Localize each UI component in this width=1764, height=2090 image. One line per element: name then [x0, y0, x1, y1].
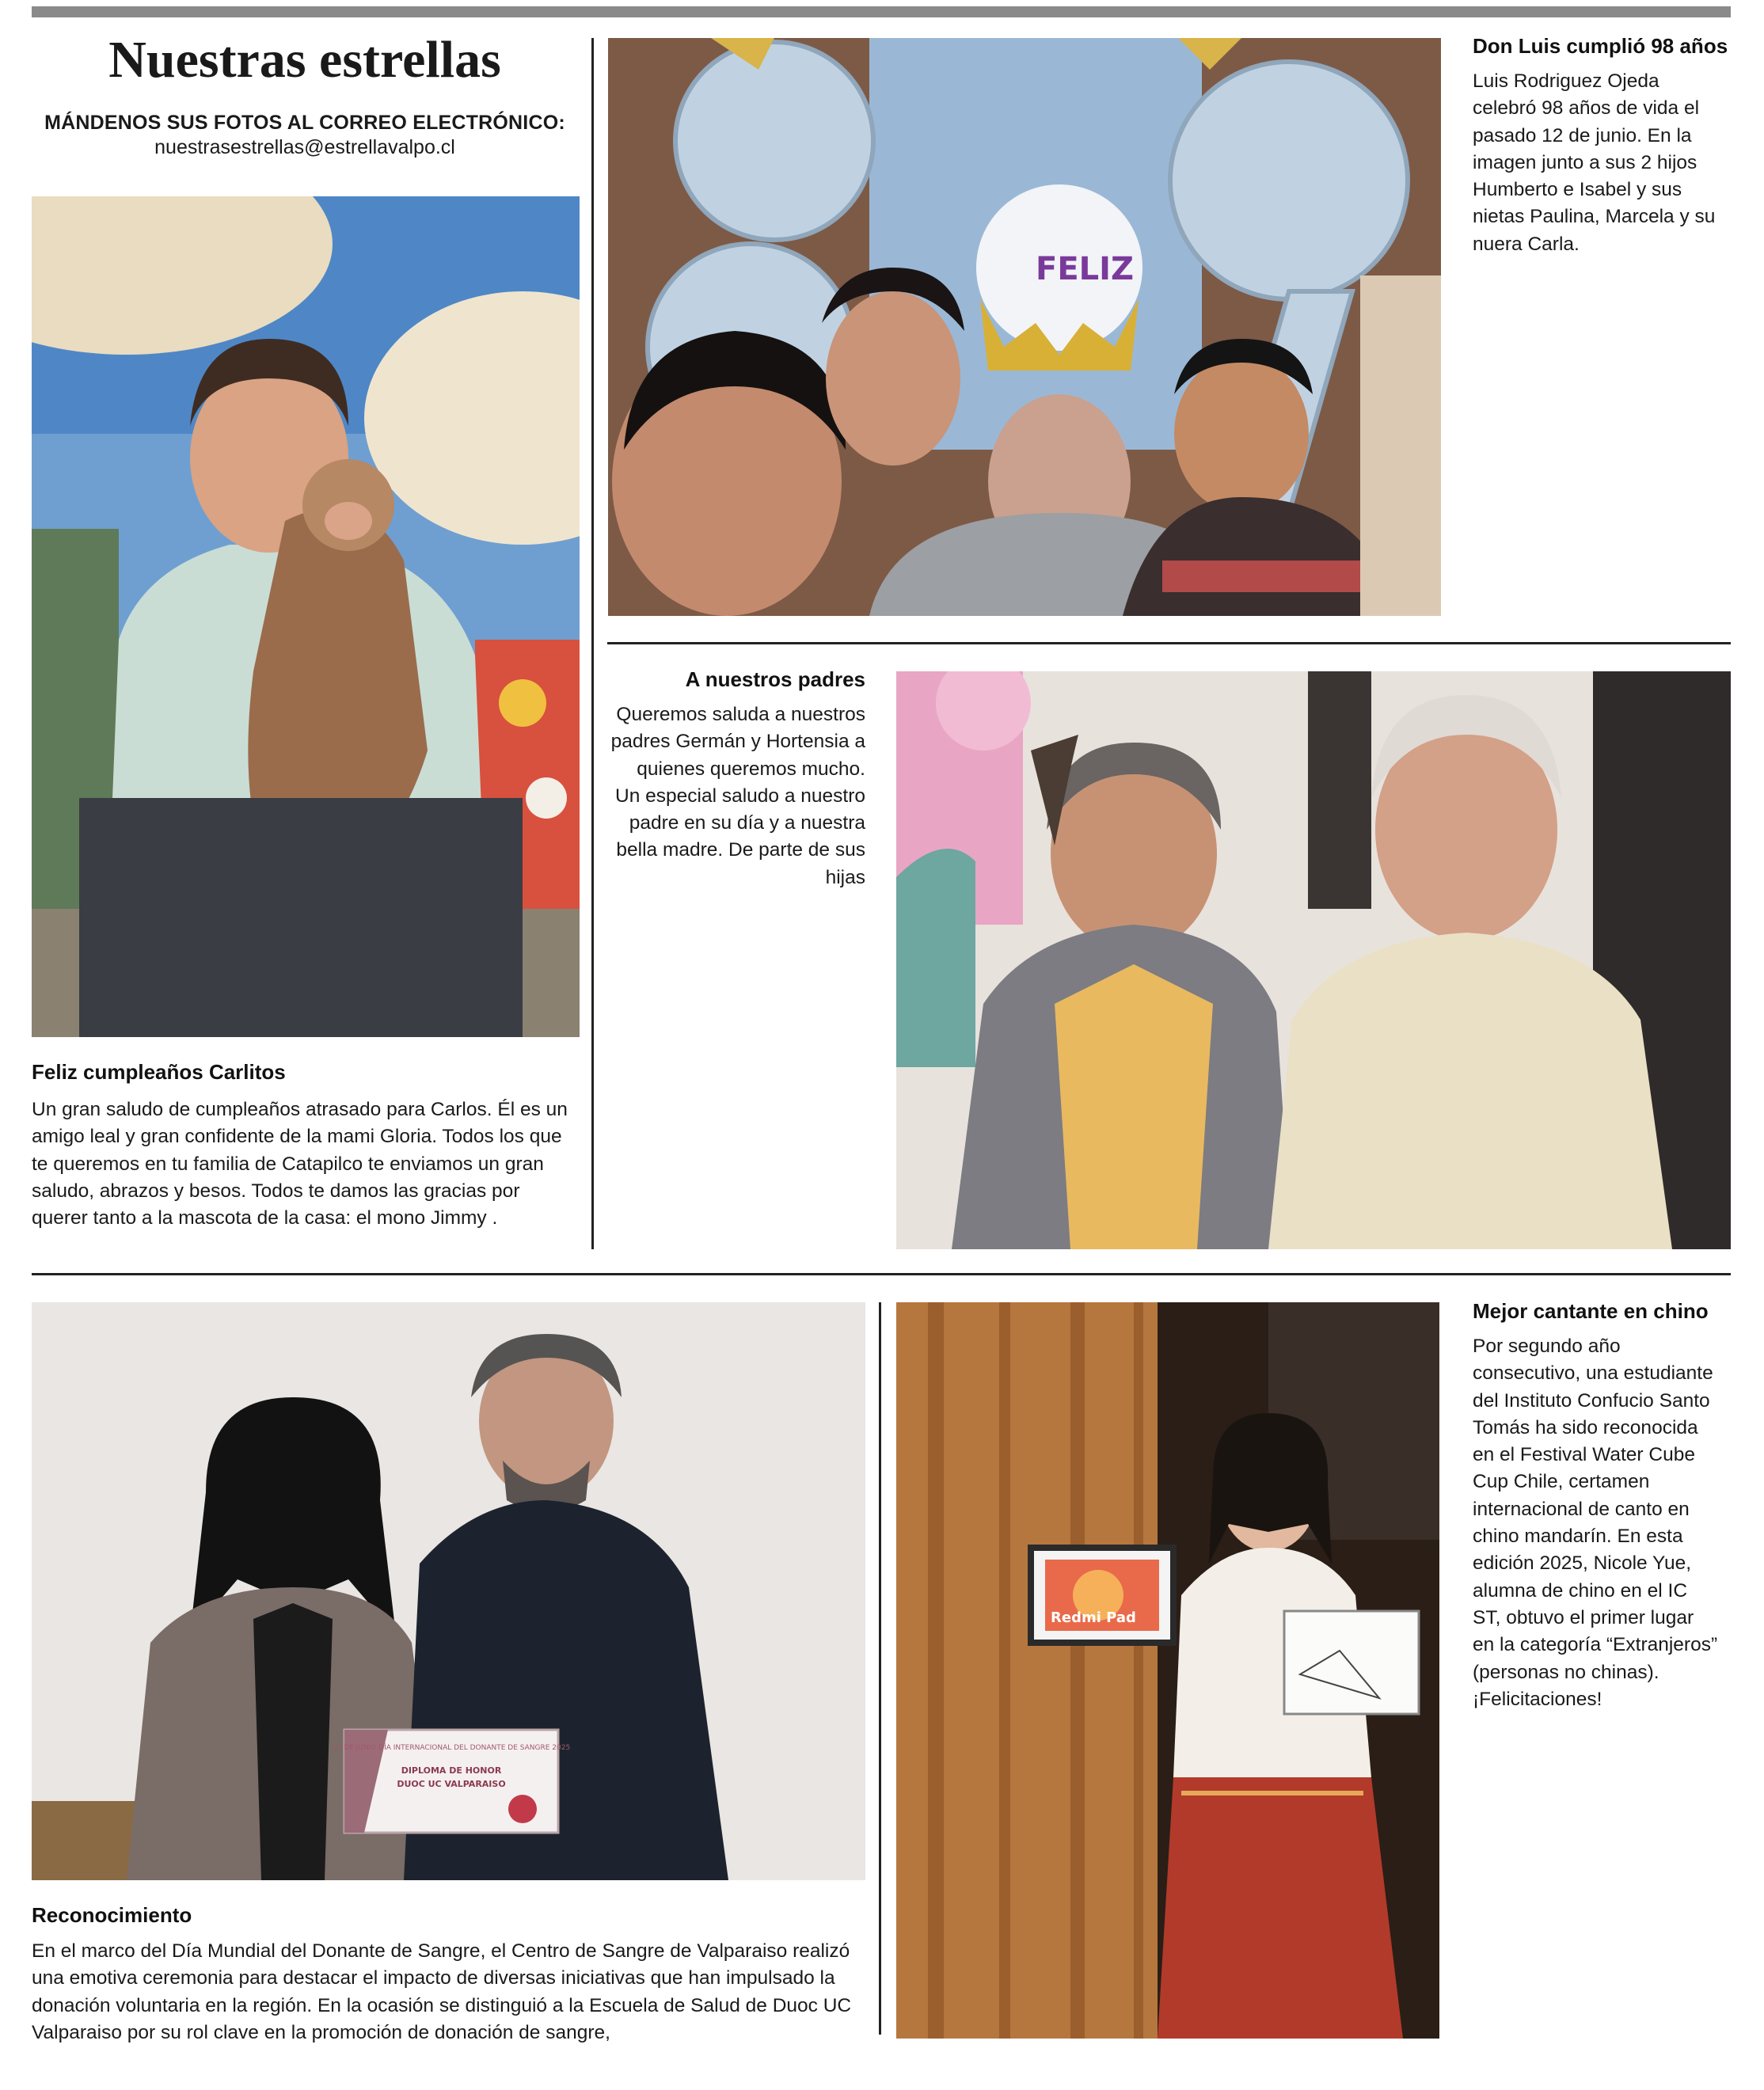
diploma-line1: 14 DE JUNIO DÍA INTERNACIONAL DEL DONANTE DE SANGRE 2025	[332, 1744, 571, 1752]
column-divider-left	[591, 38, 594, 1249]
photo-carlos-monkey	[32, 196, 580, 1037]
column-divider-bottom	[879, 1302, 881, 2035]
photo-don-luis-98	[608, 38, 1441, 616]
tablet-text: Redmi Pad	[1051, 1609, 1136, 1626]
story-reconocimiento-body: En el marco del Día Mundial del Donante de Sangre, el Centro de Sangre de Valparaiso realizó una emotiva ceremonia para destacar el impacto de diversas iniciativas que han impulsado la donación voluntaria en la región. En la ocasión se distinguió a la Escuela de Salud de Duoc UC Valparaiso por su rol clave en la promoción de donación de sangre,	[32, 1940, 852, 2043]
story-padres-headline: A nuestros padres	[685, 667, 865, 691]
page-title: Nuestras estrellas	[108, 31, 501, 89]
row-divider-top	[607, 642, 1731, 644]
contact-label: MÁNDENOS SUS FOTOS AL CORREO ELECTRÓNICO:	[44, 112, 565, 134]
story-cantante-body: Por segundo año consecutivo, una estudiante del Instituto Confucio Santo Tomás ha sido reconocida en el Festival Water Cube Cup Chile, certamen internacional de canto en chino mandarín. En esta edición 2025, Nicole Yue, alumna de chino en el IC ST, obtuvo el primer lugar en la categoría “Extranjeros” (personas no chinas).¡Felicitaciones!	[1473, 1336, 1718, 1710]
story-cantante-headline: Mejor cantante en chino	[1473, 1299, 1709, 1323]
story-padres-body: Queremos saluda a nuestros padres Germán y Hortensia a quienes queremos mucho. Un especial saludo a nuestro padre en su día y a nuestra bella madre. De parte de sus hijas	[610, 704, 865, 888]
diploma-line3: DUOC UC VALPARAISO	[397, 1779, 506, 1789]
story-don-luis-body: Luis Rodriguez Ojeda celebró 98 años de vida el pasado 12 de junio. En la imagen junto a sus 2 hijos Humberto e Isabel y sus nietas Paulina, Marcela y su nuera Carla.	[1473, 70, 1716, 255]
contact-block	[32, 111, 578, 161]
balloon-text: FELIZ	[1036, 251, 1135, 287]
row-divider-middle	[32, 1273, 1731, 1275]
story-carlitos-body: Un gran saludo de cumpleaños atrasado para Carlos. Él es un amigo leal y gran confidente de la mami Gloria. Todos los que te queremos en tu familia de Catapilco te enviamos un gran saludo, abrazos y besos. Todos te damos las gracias por querer tanto a la mascota de la casa: el mono Jimmy .	[32, 1099, 568, 1229]
story-don-luis-headline: Don Luis cumplió 98 años	[1473, 34, 1728, 58]
contact-email[interactable]: nuestrasestrellas@estrellavalpo.cl	[154, 136, 455, 159]
photo-reconocimiento	[32, 1302, 865, 1880]
top-rule	[32, 6, 1731, 17]
photo-padres	[896, 671, 1731, 1249]
diploma-line2: DIPLOMA DE HONOR	[401, 1765, 502, 1776]
photo-cantante	[896, 1302, 1439, 2039]
story-carlitos-headline: Feliz cumpleaños Carlitos	[32, 1060, 286, 1084]
story-reconocimiento-headline: Reconocimiento	[32, 1903, 192, 1927]
